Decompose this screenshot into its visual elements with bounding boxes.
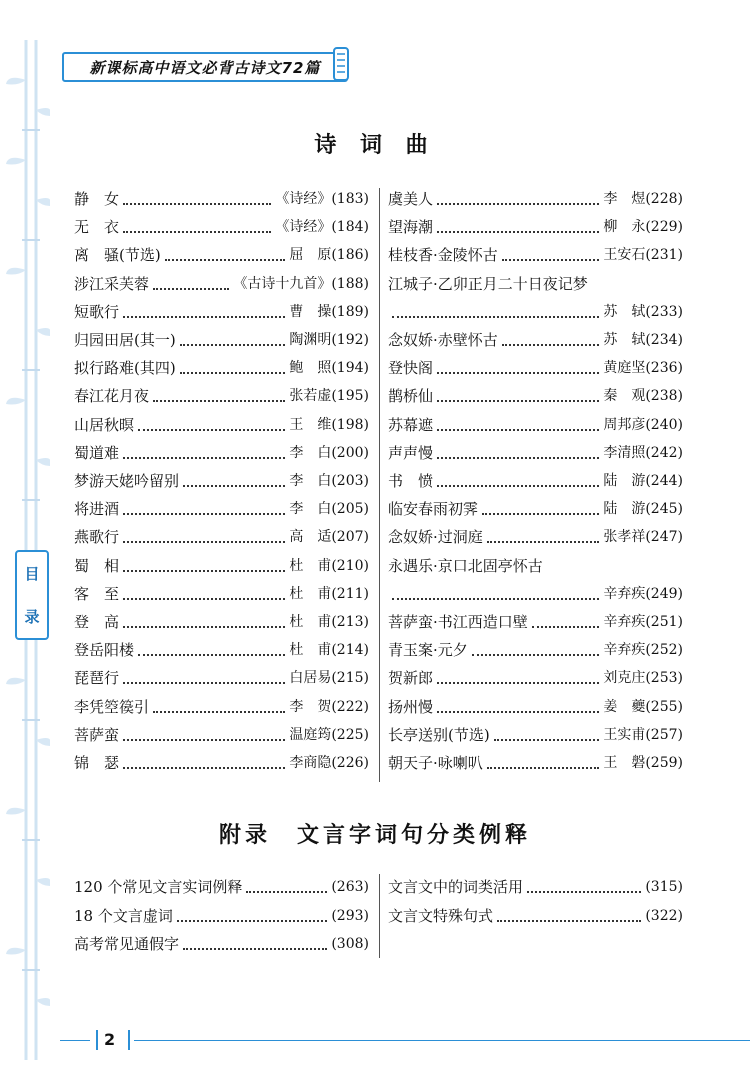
toc-entry xyxy=(74,748,369,774)
leader-dots xyxy=(437,429,599,431)
entry-page: (214) xyxy=(331,642,369,659)
entry-page: (203) xyxy=(331,473,369,489)
entry-author: 苏 轼 xyxy=(603,303,646,320)
entry-page: (233) xyxy=(645,303,683,320)
side-tab-char-1: 目 xyxy=(24,565,40,583)
entry-page: (225) xyxy=(331,726,369,743)
entry-page: (308) xyxy=(331,936,369,952)
entry-author: 陶渊明 xyxy=(289,332,332,348)
leader-dots xyxy=(123,457,285,459)
toc-entry xyxy=(388,410,683,436)
entry-author: 秦 观 xyxy=(603,388,646,405)
side-tab-char-2: 录 xyxy=(24,608,40,626)
entry-title: 扬州慢 xyxy=(388,697,434,716)
entry-author: 王实甫 xyxy=(603,726,646,743)
entry-page: (315) xyxy=(645,879,683,895)
toc-entry xyxy=(388,466,683,492)
entry-author: 柳 永 xyxy=(603,219,646,236)
entry-page: (194) xyxy=(331,360,369,377)
entry-title: 李凭箜篌引 xyxy=(74,697,150,716)
entry-title: 文言文中的词类活用 xyxy=(388,878,524,896)
entry-page: (207) xyxy=(331,529,369,546)
entry-author: 辛弃疾 xyxy=(603,614,646,630)
toc-entry xyxy=(74,466,369,492)
entry-page: (222) xyxy=(331,698,369,715)
leader-dots xyxy=(123,570,285,572)
entry-author: 李 贺 xyxy=(289,698,332,715)
leader-dots xyxy=(497,920,641,922)
entry-author: 李商隐 xyxy=(289,755,332,771)
entry-author: 白居易 xyxy=(289,670,332,687)
appendix-divider xyxy=(379,874,380,958)
entry-author: 杜 甫 xyxy=(289,642,332,659)
entry-title: 念奴娇·赤壁怀古 xyxy=(388,331,498,349)
toc-entry xyxy=(74,325,369,351)
entry-page: (259) xyxy=(645,755,683,771)
entry-author: 曹 操 xyxy=(289,303,332,320)
entry-title: 琵琶行 xyxy=(74,669,120,688)
entry-author: 周邦彦 xyxy=(603,416,646,433)
entry-title: 望海潮 xyxy=(388,218,434,237)
entry-title: 登岳阳楼 xyxy=(74,641,135,660)
leader-dots xyxy=(123,203,271,205)
toc-entry xyxy=(74,720,369,746)
entry-title: 春江花月夜 xyxy=(74,387,150,406)
entry-author: 李 白 xyxy=(289,444,332,461)
leader-dots xyxy=(502,259,600,261)
entry-page: (245) xyxy=(645,501,683,518)
entry-page: (184) xyxy=(331,219,369,236)
entry-author: 王 磐 xyxy=(603,755,646,771)
leader-dots xyxy=(153,400,285,402)
entry-title: 涉江采芙蓉 xyxy=(74,274,150,293)
entry-page: (293) xyxy=(331,907,369,924)
entry-page: (215) xyxy=(331,670,369,687)
toc-entry xyxy=(388,353,683,379)
toc-entry xyxy=(74,901,369,927)
entry-author: 黄庭坚 xyxy=(603,360,646,377)
entry-page: (236) xyxy=(645,360,683,377)
leader-dots xyxy=(123,739,285,741)
entry-title: 蜀 相 xyxy=(74,556,120,575)
toc-entry xyxy=(74,410,369,436)
leader-dots xyxy=(177,920,327,922)
entry-page: (213) xyxy=(331,614,369,630)
scroll-icon xyxy=(330,44,352,84)
toc-entry xyxy=(74,297,369,323)
entry-title: 高考常见通假字 xyxy=(74,935,180,953)
entry-title: 短歌行 xyxy=(74,302,120,321)
appendix-right-column xyxy=(388,872,683,932)
entry-author: 《古诗十九首》 xyxy=(233,275,332,292)
entry-author: 《诗经》 xyxy=(275,191,332,207)
leader-dots xyxy=(502,344,600,346)
leader-dots xyxy=(437,231,599,233)
toc-entry xyxy=(74,663,369,689)
toc-entry xyxy=(388,635,683,661)
entry-page: (198) xyxy=(331,416,369,433)
toc-entry xyxy=(388,381,683,407)
entry-page: (255) xyxy=(645,698,683,715)
toc-entry xyxy=(388,901,683,927)
entry-page: (183) xyxy=(331,191,369,207)
toc-entry xyxy=(74,438,369,464)
entry-title: 声声慢 xyxy=(388,443,434,462)
entry-page: (238) xyxy=(645,388,683,405)
entry-page: (251) xyxy=(645,614,683,630)
leader-dots xyxy=(472,654,600,656)
leader-dots xyxy=(487,541,600,543)
entry-page: (189) xyxy=(331,303,369,320)
entry-author: 王 维 xyxy=(289,416,332,433)
entry-page: (242) xyxy=(645,444,683,461)
entry-title: 江城子·乙卯正月二十日夜记梦 xyxy=(388,274,588,293)
appendix-left-column xyxy=(74,872,369,962)
toc-entry xyxy=(388,720,683,746)
entry-title: 登快阁 xyxy=(388,359,434,378)
toc-entry xyxy=(388,748,683,774)
toc-entry xyxy=(388,522,683,548)
entry-page: (234) xyxy=(645,332,683,348)
leader-dots xyxy=(123,231,271,233)
header-banner xyxy=(62,52,348,82)
toc-entry xyxy=(388,438,683,464)
entry-author: 陆 游 xyxy=(603,473,646,489)
entry-title: 菩萨蛮 xyxy=(74,725,120,744)
entry-title: 18 个文言虚词 xyxy=(74,906,173,925)
entry-title: 桂枝香·金陵怀古 xyxy=(388,246,498,265)
entry-title: 拟行路难(其四) xyxy=(74,359,176,378)
leader-dots xyxy=(532,626,600,628)
entry-page: (240) xyxy=(645,416,683,433)
entry-title: 念奴娇·过洞庭 xyxy=(388,528,483,547)
page-number: 2 xyxy=(104,1030,116,1049)
toc-entry xyxy=(388,212,683,238)
toc-entry xyxy=(388,872,683,898)
leader-dots xyxy=(123,626,285,628)
toc-entry xyxy=(74,381,369,407)
entry-title: 蜀道难 xyxy=(74,443,120,462)
toc-entry xyxy=(74,353,369,379)
entry-author: 李清照 xyxy=(603,444,646,461)
entry-author: 刘克庄 xyxy=(603,670,646,687)
section-title-poetry: 诗 词 曲 xyxy=(314,133,436,158)
leader-dots xyxy=(487,767,600,769)
leader-dots xyxy=(180,344,286,346)
entry-page: (253) xyxy=(645,670,683,687)
entry-title: 苏幕遮 xyxy=(388,415,434,434)
toc-entry xyxy=(74,240,369,266)
toc-entry xyxy=(388,551,683,577)
entry-title: 山居秋暝 xyxy=(74,415,135,434)
entry-title: 虞美人 xyxy=(388,190,434,208)
entry-author: 李 煜 xyxy=(603,191,646,207)
leader-dots xyxy=(123,767,285,769)
entry-page: (228) xyxy=(645,191,683,207)
entry-page: (186) xyxy=(331,247,369,264)
entry-author: 李 白 xyxy=(289,473,332,489)
entry-author: 杜 甫 xyxy=(289,585,332,602)
leader-dots xyxy=(482,513,599,515)
leader-dots xyxy=(153,711,285,713)
toc-entry xyxy=(74,579,369,605)
toc-entry xyxy=(388,297,683,323)
entry-author: 张若虚 xyxy=(289,388,332,405)
leader-dots xyxy=(183,948,327,950)
entry-author: 苏 轼 xyxy=(603,332,646,348)
toc-entry xyxy=(74,551,369,577)
entry-author: 温庭筠 xyxy=(289,726,332,743)
entry-page: (205) xyxy=(331,501,369,518)
toc-entry xyxy=(388,663,683,689)
footer-bar-right xyxy=(128,1030,130,1050)
entry-title: 长亭送别(节选) xyxy=(388,725,490,744)
leader-dots xyxy=(153,288,229,290)
leader-dots xyxy=(138,429,285,431)
footer-line-right xyxy=(134,1040,750,1041)
entry-title: 将进酒 xyxy=(74,500,120,519)
entry-author: 屈 原 xyxy=(289,247,332,264)
toc-entry xyxy=(74,872,369,898)
leader-dots xyxy=(123,316,285,318)
entry-page: (257) xyxy=(645,726,683,743)
leader-dots xyxy=(437,457,599,459)
entry-title: 书 愤 xyxy=(388,472,434,490)
toc-entry xyxy=(74,212,369,238)
leader-dots xyxy=(437,682,599,684)
entry-title: 临安春雨初霁 xyxy=(388,500,479,519)
entry-page: (229) xyxy=(645,219,683,236)
entry-page: (195) xyxy=(331,388,369,405)
entry-title: 朝天子·咏喇叭 xyxy=(388,754,483,772)
leader-dots xyxy=(437,711,599,713)
entry-page: (247) xyxy=(645,529,683,546)
entry-page: (188) xyxy=(331,275,369,292)
entry-title: 客 至 xyxy=(74,584,120,603)
entry-author: 李 白 xyxy=(289,501,332,518)
entry-title: 永遇乐·京口北固亭怀古 xyxy=(388,556,543,575)
leader-dots xyxy=(437,372,599,374)
leader-dots xyxy=(123,682,285,684)
entry-page: (244) xyxy=(645,473,683,489)
column-divider xyxy=(379,188,380,782)
toc-entry xyxy=(74,607,369,633)
toc-entry xyxy=(74,929,369,955)
toc-entry xyxy=(388,184,683,210)
toc-entry xyxy=(74,635,369,661)
entry-title: 归园田居(其一) xyxy=(74,331,176,349)
entry-title: 贺新郎 xyxy=(388,669,434,688)
entry-page: (252) xyxy=(645,642,683,659)
leader-dots xyxy=(165,259,286,261)
entry-page: (211) xyxy=(331,585,369,602)
footer-bar-left xyxy=(96,1030,98,1050)
leader-dots xyxy=(123,541,285,543)
entry-title: 菩萨蛮·书江西造口壁 xyxy=(388,613,528,631)
entry-author: 鲍 照 xyxy=(289,360,332,377)
toc-left-column xyxy=(74,184,369,784)
entry-page: (200) xyxy=(331,444,369,461)
leader-dots xyxy=(123,598,285,600)
leader-dots xyxy=(494,739,600,741)
book-title: 新课标高中语文必背古诗文72篇 xyxy=(89,58,321,77)
toc-entry xyxy=(388,269,683,295)
entry-author: 王安石 xyxy=(603,247,646,264)
entry-author: 杜 甫 xyxy=(289,614,332,630)
leader-dots xyxy=(392,598,599,600)
leader-dots xyxy=(437,485,599,487)
toc-entry xyxy=(388,607,683,633)
entry-title: 无 衣 xyxy=(74,218,120,237)
leader-dots xyxy=(437,400,599,402)
entry-title: 120 个常见文言实词例释 xyxy=(74,878,243,896)
entry-title: 青玉案·元夕 xyxy=(388,641,468,660)
toc-entry xyxy=(388,240,683,266)
section-title-appendix: 附录 文言字词句分类例释 xyxy=(218,823,531,848)
toc-entry xyxy=(388,692,683,718)
leader-dots xyxy=(527,891,641,893)
entry-author: 高 适 xyxy=(289,529,332,546)
entry-author: 辛弃疾 xyxy=(603,642,646,659)
leader-dots xyxy=(246,891,327,893)
footer-line-left xyxy=(60,1040,90,1041)
toc-entry xyxy=(74,494,369,520)
leader-dots xyxy=(123,513,285,515)
entry-page: (322) xyxy=(645,907,683,924)
entry-title: 梦游天姥吟留别 xyxy=(74,472,180,490)
toc-entry xyxy=(74,692,369,718)
entry-author: 辛弃疾 xyxy=(603,585,646,602)
entry-author: 陆 游 xyxy=(603,501,646,518)
leader-dots xyxy=(437,203,599,205)
toc-entry xyxy=(388,579,683,605)
entry-title: 静 女 xyxy=(74,190,120,208)
entry-author: 《诗经》 xyxy=(275,219,332,236)
leader-dots xyxy=(138,654,285,656)
toc-entry xyxy=(388,325,683,351)
entry-title: 燕歌行 xyxy=(74,528,120,547)
toc-side-tab xyxy=(15,550,49,640)
entry-author: 姜 夔 xyxy=(603,698,646,715)
entry-page: (226) xyxy=(331,755,369,771)
entry-page: (231) xyxy=(645,247,683,264)
entry-title: 鹊桥仙 xyxy=(388,387,434,406)
entry-title: 离 骚(节选) xyxy=(74,246,161,265)
entry-page: (210) xyxy=(331,557,369,574)
toc-entry xyxy=(74,269,369,295)
entry-page: (249) xyxy=(645,585,683,602)
entry-page: (192) xyxy=(331,332,369,348)
leader-dots xyxy=(183,485,285,487)
toc-entry xyxy=(388,494,683,520)
toc-entry xyxy=(74,522,369,548)
entry-title: 锦 瑟 xyxy=(74,754,120,772)
entry-title: 文言文特殊句式 xyxy=(388,906,494,925)
entry-title: 登 高 xyxy=(74,613,120,631)
entry-page: (263) xyxy=(331,879,369,895)
entry-author: 杜 甫 xyxy=(289,557,332,574)
toc-entry xyxy=(74,184,369,210)
leader-dots xyxy=(180,372,286,374)
entry-author: 张孝祥 xyxy=(603,529,646,546)
toc-right-column xyxy=(388,184,683,784)
leader-dots xyxy=(392,316,599,318)
